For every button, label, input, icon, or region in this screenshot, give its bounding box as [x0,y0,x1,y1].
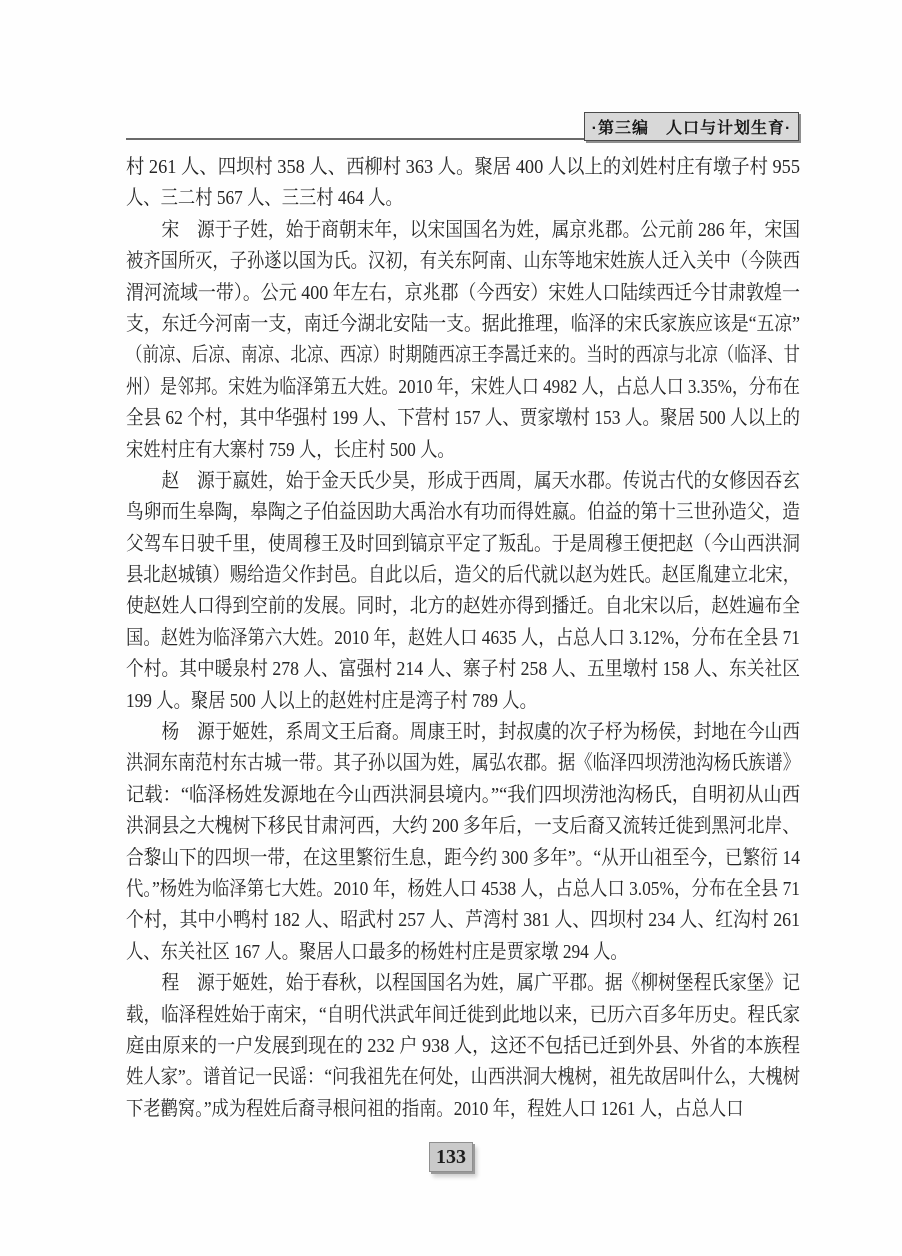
text-line: 载，临泽程姓始于南宋，“自明代洪武年间迁徙到此地以来，已历六百多年历史。程氏家 [126,1003,800,1026]
text-line: 人、东关社区 167 人。聚居人口最多的杨姓村庄是贾家墩 294 人。 [126,940,628,963]
text-line: 县北赵城镇）赐给造父作封邑。自此以后，造父的后代就以赵为姓氏。赵匡胤建立北宋， [126,564,800,587]
text-line: 记载：“临泽杨姓发源地在今山西洪洞县境内。”“我们四坝涝池沟杨氏，自明初从山西 [126,783,800,806]
text-line: 个村，其中小鸭村 182 人、昭武村 257 人、芦湾村 381 人、四坝村 234 人、红沟村 261 [126,909,800,932]
text-line: 村 261 人、四坝村 358 人、西柳村 363 人。聚居 400 人以上的刘姓村庄有墩子村 955 [126,156,800,178]
text-line: 程 源于姬姓，始于春秋，以程国国名为姓，属广平郡。据《柳树堡程氏家堡》记 [126,972,800,995]
text-line: 宋姓村庄有大寨村 759 人，长庄村 500 人。 [126,438,455,461]
paragraph-zhao-surname [126,466,800,717]
text-line: 宋 源于子姓，始于商朝末年，以宋国国名为姓，属京兆郡。公元前 286 年，宋国 [126,218,800,241]
text-line: 洪洞县之大槐树下移民甘肃河西，大约 200 多年后，一支后裔又流转迁徙到黑河北岸、 [126,815,800,838]
text-line: 洪洞东南范村东古城一带。其子孙以国为姓，属弘农郡。据《临泽四坝涝池沟杨氏族谱》 [126,752,800,775]
text-line: 父驾车日驶千里，使周穆王及时回到镐京平定了叛乱。于是周穆王便把赵（今山西洪洞 [126,532,800,555]
text-line: 鸟卵而生皋陶，皋陶之子伯益因助大禹治水有功而得姓嬴。伯益的第十三世孙造父，造 [126,501,800,524]
text-line: 杨 源于姬姓，系周文王后裔。周康王时，封叔虞的次子杼为杨侯，封地在今山西 [126,721,800,744]
text-line: 州）是邻邦。宋姓为临泽第五大姓。2010 年，宋姓人口 4982 人，占总人口 3.35%，分布在 [126,375,800,398]
text-line: 渭河流域一带）。公元 400 年左右，京兆郡（今西安）宋姓人口陆续西迁今甘肃敦煌一 [126,281,800,304]
text-line: （前凉、后凉、南凉、北凉、西凉）时期随西凉王李暠迁来的。当时的西凉与北凉（临泽、甘 [126,344,800,367]
text-line: 代。”杨姓为临泽第七大姓。2010 年，杨姓人口 4538 人，占总人口 3.05%，分布在全县 71 [126,877,800,900]
text-line: 使赵姓人口得到空前的发展。同时，北方的赵姓亦得到播迁。自北宋以后，赵姓遍布全 [126,595,800,618]
page-number: 133 [436,1145,466,1168]
section-header-label: ·第三编 人口与计划生育· [591,120,792,137]
text-line: 199 人。聚居 500 人以上的赵姓村庄是湾子村 789 人。 [126,689,537,712]
text-line: 个村。其中暖泉村 278 人、富强村 214 人、寨子村 258 人、五里墩村 158 人、东关社区 [126,658,800,681]
text-line: 全县 62 个村，其中华强村 199 人、下营村 157 人、贾家墩村 153 人。聚居 500 人以上的 [126,407,800,430]
text-line: 合黎山下的四坝一带，在这里繁衍生息，距今约 300 多年”。“从开山祖至今，已繁衍 14 [126,846,800,869]
text-line: 下老鹳窝。”成为程姓后裔寻根问祖的指南。2010 年，程姓人口 1261 人，占总人口 [126,1097,744,1120]
text-line: 支，东迁今河南一支，南迁今湖北安陆一支。据此推理，临泽的宋氏家族应该是“五凉” [126,312,800,335]
header-rule [126,138,584,140]
paragraph-liu-continuation [126,152,800,215]
page-text-block [126,152,800,1125]
text-line: 被齐国所灭，子孙遂以国为氏。汉初，有关东阿南、山东等地宋姓族人迁入关中（今陕西 [126,250,800,273]
text-line: 庭由原来的一户发展到现在的 232 户 938 人，这还不包括已迁到外县、外省的本族程 [126,1034,800,1057]
text-line: 人、三二村 567 人、三三村 464 人。 [126,187,403,210]
text-line: 国。赵姓为临泽第六大姓。2010 年，赵姓人口 4635 人，占总人口 3.12%，分布在全县 71 [126,626,800,649]
section-header-badge [584,112,799,141]
paragraph-yang-surname [126,717,800,968]
text-line: 赵 源于嬴姓，始于金天氏少昊，形成于西周，属天水郡。传说古代的女修因吞玄 [126,469,800,492]
text-line: 姓人家”。谱首记一民谣：“问我祖先在何处，山西洪洞大槐树，祖先故居叫什么，大槐树 [126,1066,800,1089]
paragraph-cheng-surname [126,968,800,1125]
page-number-badge [429,1142,473,1172]
paragraph-song-surname [126,215,800,466]
